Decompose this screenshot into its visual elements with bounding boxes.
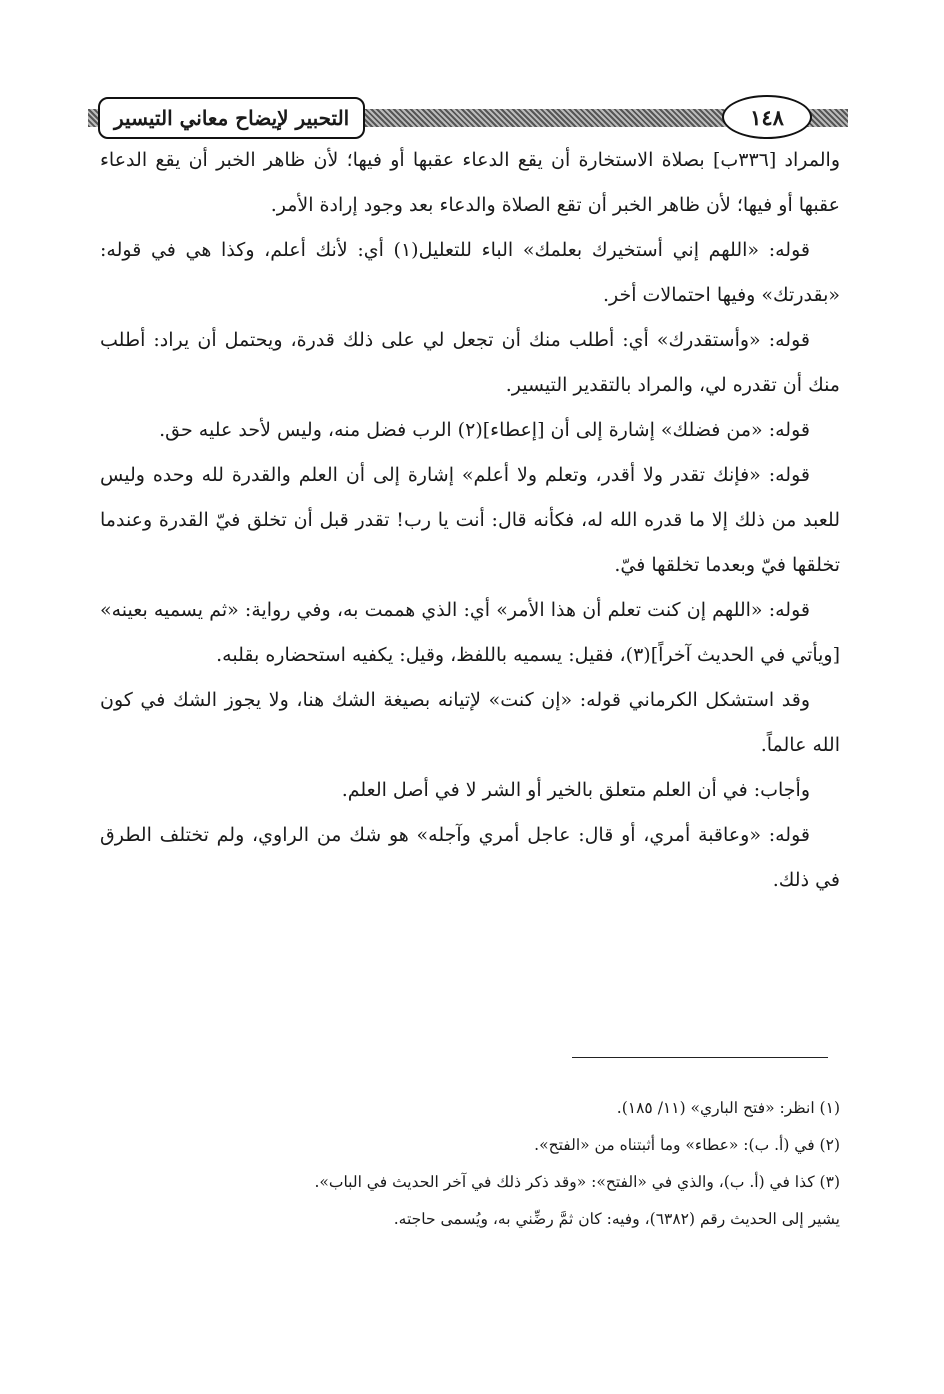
paragraph: وقد استشكل الكرماني قوله: «إن كنت» لإتيانه بصيغة الشك هنا، ولا يجوز الشك في كون الله عالماً. xyxy=(100,689,840,756)
paragraph: قوله: «وعاقبة أمري، أو قال: عاجل أمري وآجله» هو شك من الراوي، ولم تختلف الطرق في ذلك. xyxy=(100,824,840,891)
paragraph: قوله: «اللهم إني أستخيرك بعلمك» الباء للتعليل(١) أي: لأنك أعلم، وكذا هي في قوله: «بقدرتك» وفيها احتمالات أخر. xyxy=(100,239,840,306)
page-number: ١٤٨ xyxy=(722,95,812,139)
footnote: يشير إلى الحديث رقم (٦٣٨٢)، وفيه: كان ثمَّ رضِّني به، ويُسمى حاجته. xyxy=(393,1210,840,1228)
footnote: (٢) في (أ. ب): «عطاء» وما أثبتناه من «الفتح». xyxy=(534,1136,840,1154)
paragraph: وأجاب: في أن العلم متعلق بالخير أو الشر لا في أصل العلم. xyxy=(341,779,810,801)
running-header xyxy=(88,95,848,141)
main-text xyxy=(100,138,840,903)
footnote-divider xyxy=(572,1057,828,1058)
book-title: التحبير لإيضاح معاني التيسير xyxy=(98,97,365,139)
paragraph: قوله: «وأستقدرك» أي: أطلب منك أن تجعل لي على ذلك قدرة، ويحتمل أن يراد: أطلب منك أن تقدره لي، والمراد بالتقدير التيسير. xyxy=(100,329,840,396)
paragraph: قوله: «فإنك تقدر ولا أقدر، وتعلم ولا أعلم» إشارة إلى أن العلم والقدرة لله وحده وليس للعبد من ذلك إلا ما قدره الله له، فكأنه قال: أنت يا رب! تقدر قبل أن تخلق فيّ القدرة وعندما تخلقها فيّ وبعدما تخلقها فيّ. xyxy=(100,464,840,576)
paragraph: والمراد [٣٣٦ب] بصلاة الاستخارة أن يقع الدعاء عقبها أو فيها؛ لأن ظاهر الخبر أن يقع الدعاء عقبها أو فيها؛ لأن ظاهر الخبر أن تقع الصلاة والدعاء بعد وجود إرادة الأمر. xyxy=(100,149,840,216)
footnote: (٣) كذا في (أ. ب)، والذي في «الفتح»: «وقد ذكر ذلك في آخر الحديث في الباب». xyxy=(314,1173,840,1191)
paragraph: قوله: «من فضلك» إشارة إلى أن [إعطاء](٢) الرب فضل منه، وليس لأحد عليه حق. xyxy=(159,419,810,441)
footnotes xyxy=(100,1090,840,1238)
footnote: (١) انظر: «فتح الباري» (١١/ ١٨٥). xyxy=(616,1099,840,1117)
paragraph: قوله: «اللهم إن كنت تعلم أن هذا الأمر» أي: الذي هممت به، وفي رواية: «ثم يسميه بعينه» [ويأتي في الحديث آخراً](٣)، فقيل: يسميه باللفظ، وقيل: يكفيه استحضاره بقلبه. xyxy=(100,599,840,666)
